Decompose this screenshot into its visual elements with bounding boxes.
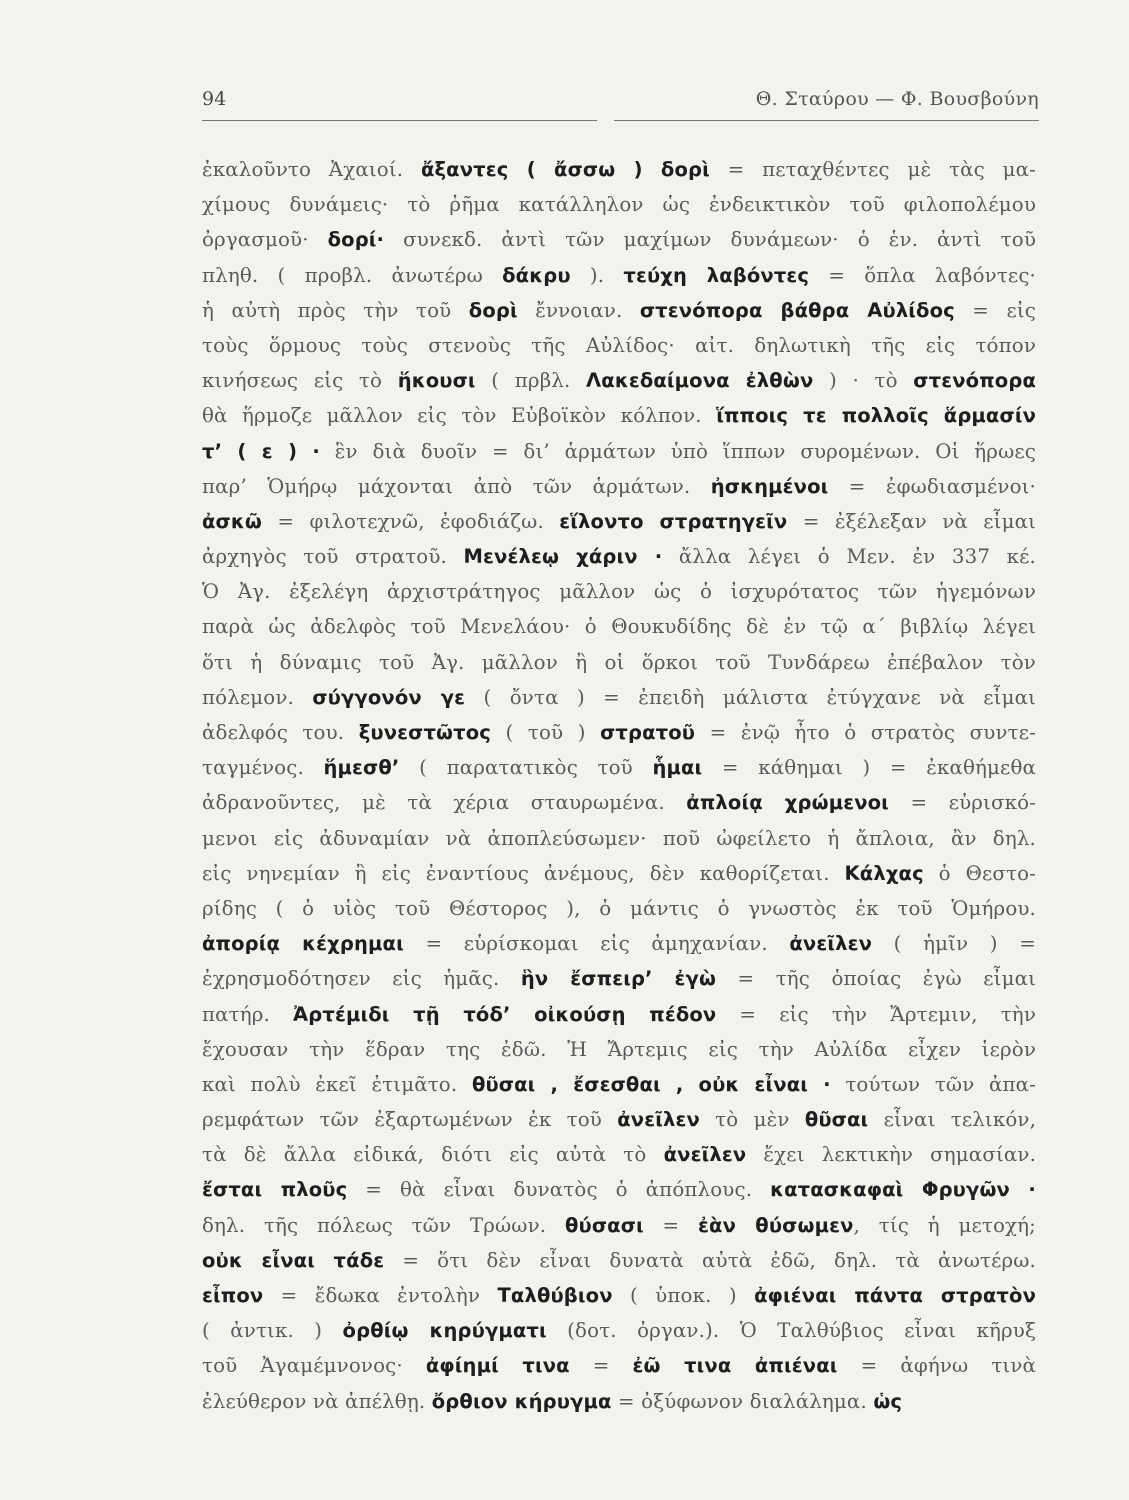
text-line bbox=[202, 856, 1036, 891]
gloss: ( παρατατικὸς τοῦ bbox=[399, 756, 653, 780]
gloss: = τῆς ὁποίας ἐγὼ εἶμαι bbox=[716, 967, 1036, 991]
lemma: ἀφιέναι πάντα στρατὸν bbox=[754, 1284, 1037, 1307]
text-line bbox=[202, 821, 1036, 856]
lemma: ἐῶ τινα ἀπιέναι bbox=[632, 1354, 838, 1378]
gloss: = bbox=[569, 1354, 633, 1378]
gloss: = ἐνῷ ἦτο ὁ στρατὸς συντε- bbox=[695, 721, 1036, 744]
text-line bbox=[202, 1067, 1036, 1102]
text-line bbox=[202, 961, 1036, 996]
gloss: ρίδης ( ὁ υἱὸς τοῦ Θέστορος ), ὁ μάντις ὁ γνωστὸς ἐκ τοῦ Ὁμήρου. bbox=[202, 896, 1036, 920]
lemma: ἧμαι bbox=[652, 756, 703, 780]
gloss: ). bbox=[570, 263, 624, 287]
gloss: τοῦ Ἀγαμέμνονος· bbox=[202, 1354, 426, 1378]
gloss: τούτων τῶν ἀπα- bbox=[830, 1072, 1036, 1096]
lemma: ἀνεῖλεν bbox=[617, 1108, 700, 1132]
gloss: καὶ πολὺ ἐκεῖ ἐτιμᾶτο. bbox=[202, 1072, 472, 1096]
gloss: παρ’ Ὁμήρῳ μάχονται ἀπὸ τῶν ἁρμάτων. bbox=[202, 474, 711, 498]
lemma: ἥμεσθ’ bbox=[323, 756, 400, 780]
lemma: ἀπλοίᾳ χρώμενοι bbox=[686, 791, 889, 815]
lemma: θῦσαι bbox=[804, 1108, 869, 1132]
lemma: εἵλοντο στρατηγεῖν bbox=[559, 509, 788, 533]
lemma: κατασκαφαὶ Φρυγῶν · bbox=[770, 1178, 1036, 1202]
gloss: ἔννοιαν. bbox=[517, 298, 640, 322]
text-line bbox=[202, 398, 1036, 433]
text-line bbox=[202, 574, 1036, 609]
text-line bbox=[202, 1137, 1036, 1172]
text-line bbox=[202, 750, 1036, 785]
gloss: ( ἀντικ. ) bbox=[202, 1319, 343, 1343]
lemma: σύγγονόν γε bbox=[312, 685, 466, 709]
gloss: συνεκδ. ἀντὶ τῶν μαχίμων δυνάμεων· ὁ ἑν. ἀντὶ τοῦ bbox=[384, 228, 1036, 252]
text-line bbox=[202, 1172, 1036, 1207]
text-line bbox=[202, 222, 1036, 257]
lemma: ἠσκημένοι bbox=[710, 474, 829, 498]
gloss: ὀργασμοῦ· bbox=[202, 228, 328, 252]
text-line bbox=[202, 1102, 1036, 1137]
gloss: = εὑρισκό- bbox=[888, 791, 1037, 815]
page-header bbox=[202, 88, 1039, 118]
text-line bbox=[202, 469, 1036, 504]
text-line bbox=[202, 1313, 1036, 1348]
lemma: ἀνεῖλεν bbox=[789, 932, 873, 956]
lemma: ἵπποις τε πολλοῖς ἅρμασίν bbox=[716, 404, 1036, 428]
gloss: ὅτι ἡ δύναμις τοῦ Ἀγ. μᾶλλον ἢ οἱ ὅρκοι τοῦ Τυνδάρεω ἐπέβαλον τὸν bbox=[202, 650, 1036, 674]
gloss: ἀρχηγὸς τοῦ στρατοῦ. bbox=[202, 545, 464, 569]
gloss: ἐλεύθερον νὰ ἀπέλθῃ. bbox=[202, 1389, 432, 1413]
gloss: ( πρβλ. bbox=[475, 369, 587, 393]
lemma: ξυνεστῶτος bbox=[358, 721, 492, 744]
lemma: τ’ ( ε ) · bbox=[202, 439, 320, 463]
lemma: δορί· bbox=[327, 228, 385, 252]
gloss: = εἰς τὴν Ἄρτεμιν, τὴν bbox=[716, 1002, 1036, 1026]
lemma: Λακεδαίμονα ἐλθὼν bbox=[586, 369, 814, 393]
lemma: Ἀρτέμιδι τῇ τόδ’ οἰκούσῃ πέδον bbox=[293, 1002, 717, 1026]
lemma: στενόπορα βάθρα Αὐλίδος bbox=[639, 298, 955, 322]
text-line bbox=[202, 785, 1036, 820]
text-line bbox=[202, 293, 1036, 328]
gloss: ἐκαλοῦντο Ἀχαιοί. bbox=[202, 158, 421, 181]
text-line bbox=[202, 997, 1036, 1032]
text-line bbox=[202, 434, 1036, 469]
gloss: παρὰ ὡς ἀδελφὸς τοῦ Μενελάου· ὁ Θουκυδίδης δὲ ἐν τῷ α΄ βιβλίῳ λέγει bbox=[202, 615, 1036, 639]
gloss: , τίς ἡ μετοχή; bbox=[853, 1213, 1036, 1237]
text-line bbox=[202, 926, 1036, 961]
gloss: ἡ αὐτὴ πρὸς τὴν τοῦ bbox=[202, 298, 469, 322]
page-number: 94 bbox=[202, 88, 227, 110]
gloss: = bbox=[643, 1213, 699, 1237]
gloss: ἔχουσαν τὴν ἕδραν της ἐδῶ. Ἡ Ἄρτεμις εἰς τὴν Αὐλίδα εἶχεν ἱερὸν bbox=[202, 1037, 1036, 1061]
text-line bbox=[202, 1032, 1036, 1067]
gloss: = εὑρίσκομαι εἰς ἀμηχανίαν. bbox=[403, 932, 790, 956]
lemma: στενόπορα bbox=[913, 369, 1036, 393]
lemma: θύσασι bbox=[564, 1213, 644, 1237]
lemma: ἀπορίᾳ κέχρημαι bbox=[202, 932, 404, 956]
gloss: = ἀφήνω τινὰ bbox=[837, 1354, 1036, 1378]
gloss: ἀδρανοῦντες, μὲ τὰ χέρια σταυρωμένα. bbox=[202, 791, 687, 815]
gloss: πληθ. ( προβλ. ἀνωτέρω bbox=[202, 263, 503, 287]
lemma: ἐὰν θύσωμεν bbox=[698, 1213, 854, 1237]
lemma: Κάλχας bbox=[844, 861, 924, 885]
lemma: στρατοῦ bbox=[600, 721, 696, 744]
text-line bbox=[202, 645, 1036, 680]
gloss: τὸ μὲν bbox=[699, 1108, 805, 1132]
gloss: = ὅτι δὲν εἶναι δυνατὰ αὐτὰ ἐδῶ, δηλ. τὰ ἀνωτέρω. bbox=[384, 1248, 1036, 1272]
gloss: πόλεμον. bbox=[202, 685, 313, 709]
text-line bbox=[202, 1243, 1036, 1278]
lemma: ὄρθιον κήρυγμα bbox=[431, 1389, 612, 1413]
gloss: = ὅπλα λαβόντες· bbox=[809, 263, 1036, 287]
lemma: ἀσκῶ bbox=[202, 509, 262, 533]
text-line bbox=[202, 187, 1036, 222]
gloss: ( ἡμῖν ) = bbox=[872, 932, 1036, 956]
gloss: = θὰ εἶναι δυνατὸς ὁ ἀπόπλους. bbox=[347, 1178, 771, 1202]
lemma: θῦσαι , ἔσεσθαι , οὐκ εἶναι · bbox=[471, 1072, 831, 1096]
lemma: ἀφίημί τινα bbox=[425, 1354, 570, 1378]
gloss: δηλ. τῆς πόλεως τῶν Τρώων. bbox=[202, 1213, 565, 1237]
gloss: ταγμένος. bbox=[202, 756, 324, 780]
gloss: ἔχει λεκτικὴν σημασίαν. bbox=[746, 1143, 1037, 1167]
lemma: ὡς bbox=[873, 1389, 903, 1413]
lemma: Ταλθύβιον bbox=[497, 1284, 613, 1307]
gloss: ( ὑποκ. ) bbox=[612, 1284, 755, 1307]
gloss: ( τοῦ ) bbox=[491, 721, 601, 744]
lemma: τεύχη λαβόντες bbox=[623, 263, 810, 287]
text-line bbox=[202, 1278, 1036, 1313]
lemma: δάκρυ bbox=[502, 263, 571, 287]
gloss: ὁ Θεστο- bbox=[923, 861, 1037, 885]
lemma: Μενέλεῳ χάριν · bbox=[463, 545, 663, 569]
text-line bbox=[202, 1208, 1036, 1243]
text-line bbox=[202, 609, 1036, 644]
gloss: = εἰς bbox=[954, 298, 1036, 322]
lemma: ἣν ἔσπειρ’ ἐγὼ bbox=[520, 967, 717, 991]
text-line bbox=[202, 258, 1036, 293]
text-line bbox=[202, 1384, 1036, 1419]
lemma: εἶπον bbox=[202, 1284, 264, 1307]
lemma: οὐκ εἶναι τάδε bbox=[202, 1248, 385, 1272]
gloss: ρεμφάτων τῶν ἐξαρτωμένων ἐκ τοῦ bbox=[202, 1108, 618, 1132]
gloss: ἄλλα λέγει ὁ Μεν. ἐν 337 κέ. bbox=[662, 545, 1036, 569]
text-line bbox=[202, 891, 1036, 926]
text-line bbox=[202, 328, 1036, 363]
lemma: ἥκουσι bbox=[397, 369, 476, 393]
text-line bbox=[202, 152, 1036, 187]
gloss: κινήσεως εἰς τὸ bbox=[202, 369, 398, 393]
text-line bbox=[202, 539, 1036, 574]
lemma: ὀρθίῳ κηρύγματι bbox=[342, 1319, 547, 1343]
gloss: = φιλοτεχνῶ, ἐφοδιάζω. bbox=[262, 509, 560, 533]
text-line bbox=[202, 680, 1036, 715]
gloss: εἶναι τελικόν, bbox=[868, 1108, 1037, 1132]
header-rule bbox=[202, 120, 597, 121]
text-line bbox=[202, 504, 1036, 539]
lemma: δορὶ bbox=[468, 298, 518, 322]
gloss: ἐχρησμοδότησεν εἰς ἡμᾶς. bbox=[202, 967, 521, 991]
commentary-text bbox=[202, 152, 1036, 1419]
gloss: τοὺς ὅρμους τοὺς στενοὺς τῆς Αὐλίδος· αἰτ. δηλωτικὴ τῆς εἰς τόπον bbox=[202, 333, 1036, 357]
gloss: ἀδελφός του. bbox=[202, 721, 359, 744]
gloss: = ὀξύφωνον διαλάλημα. bbox=[611, 1389, 874, 1413]
lemma: ἀνεῖλεν bbox=[663, 1143, 747, 1167]
gloss: ) · τὸ bbox=[813, 369, 914, 393]
lemma: ἔσται πλοῦς bbox=[202, 1178, 348, 1202]
gloss: ( ὄντα ) = ἐπειδὴ μάλιστα ἐτύγχανε νὰ εἶμαι bbox=[465, 685, 1036, 709]
text-line bbox=[202, 363, 1036, 398]
header-rule bbox=[614, 120, 1039, 121]
gloss: πατήρ. bbox=[202, 1002, 294, 1026]
gloss: = ἔδωκα ἐντολὴν bbox=[263, 1284, 498, 1307]
running-head: Θ. Σταύρου — Φ. Βουσβούνη bbox=[755, 88, 1039, 110]
gloss: χίμους δυνάμεις· τὸ ῥῆμα κατάλληλον ὡς ἐνδεικτικὸν τοῦ φιλοπολέμου bbox=[202, 193, 1036, 217]
gloss: θὰ ἥρμοζε μᾶλλον εἰς τὸν Εὐβοϊκὸν κόλπον. bbox=[202, 404, 717, 428]
gloss: = κάθημαι ) = ἐκαθήμεθα bbox=[702, 756, 1037, 780]
gloss: = πεταχθέντες μὲ τὰς μα- bbox=[709, 158, 1036, 181]
gloss: = ἐξέλεξαν νὰ εἶμαι bbox=[787, 509, 1037, 533]
gloss: μενοι εἰς ἀδυναμίαν νὰ ἀποπλεύσωμεν· ποῦ ὠφείλετο ἡ ἄπλοια, ἂν δηλ. bbox=[202, 826, 1036, 850]
lemma: ἄξαντες ( ἄσσω ) δορὶ bbox=[420, 158, 710, 181]
gloss: (δοτ. ὀργαν.). Ὁ Ταλθύβιος εἶναι κῆρυξ bbox=[546, 1319, 1036, 1343]
gloss: εἰς νηνεμίαν ἢ εἰς ἐναντίους ἀνέμους, δὲν καθορίζεται. bbox=[202, 861, 845, 885]
text-line bbox=[202, 715, 1036, 750]
gloss: Ὁ Ἀγ. ἐξελέγη ἀρχιστράτηγος μᾶλλον ὡς ὁ ἰσχυρότατος τῶν ἡγεμόνων bbox=[202, 580, 1036, 604]
gloss: ἓν διὰ δυοῖν = δι’ ἁρμάτων ὑπὸ ἵππων συρομένων. Οἱ ἥρωες bbox=[319, 439, 1036, 463]
text-line bbox=[202, 1348, 1036, 1383]
gloss: = ἐφωδιασμένοι· bbox=[828, 474, 1036, 498]
gloss: τὰ δὲ ἄλλα εἰδικά, διότι εἰς αὐτὰ τὸ bbox=[202, 1143, 664, 1167]
